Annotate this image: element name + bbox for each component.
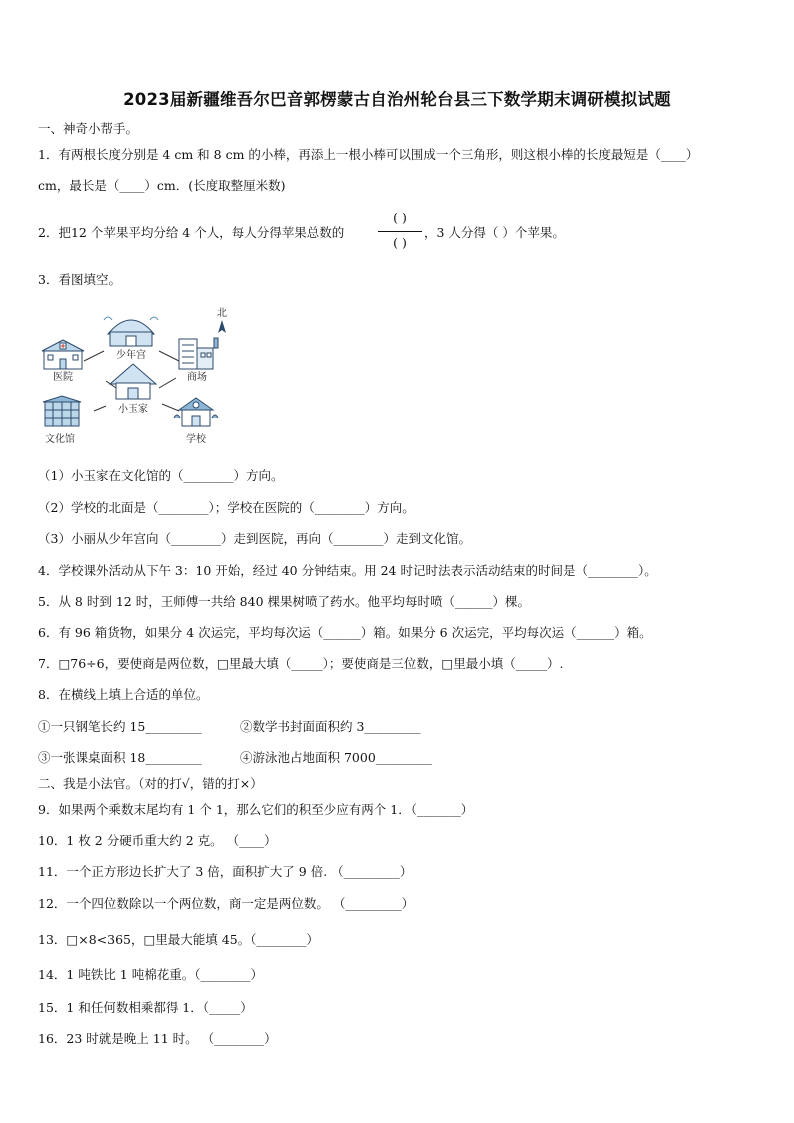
question-2-text-cont: ，3 人分得（ ）个苹果。 [424, 225, 565, 240]
map-label-mall: 商场 [187, 372, 207, 383]
school-icon [174, 398, 218, 426]
question-8-item-4: ④游泳池占地面积 7000_________ [240, 750, 433, 765]
question-2-text: 2．把12 个苹果平均分给 4 个人，每人分得苹果总数的 [38, 225, 345, 240]
fraction-numerator-blank: ( ) [393, 210, 407, 225]
question-2-fraction [376, 210, 424, 254]
question-8: 8．在横线上填上合适的单位。 [38, 687, 209, 702]
question-15: 15．1 和任何数相乘都得 1．（_____） [38, 1000, 253, 1015]
section-heading-1: 一、神奇小帮手。 [38, 121, 139, 136]
question-11: 11．一个正方形边长扩大了 3 倍，面积扩大了 9 倍. （_________） [38, 864, 413, 879]
fraction-denominator-blank: ( ) [393, 235, 407, 250]
home-icon [110, 364, 156, 399]
map-label-school: 学校 [186, 434, 206, 445]
question-12: 12．一个四位数除以一个两位数，商一定是两位数。 （_________） [38, 896, 415, 911]
question-13: 13．□×8<365，□里最大能填 45。（________） [38, 932, 319, 947]
question-3-1: （1）小玉家在文化馆的（________）方向。 [38, 468, 284, 483]
question-10: 10．1 枚 2 分硬币重大约 2 克。 （____） [38, 833, 277, 848]
mall-icon [179, 338, 218, 369]
map-label-north: 北 [217, 308, 227, 319]
map-label-hospital: 医院 [53, 372, 73, 383]
question-5: 5．从 8 时到 12 时，王师傅一共给 840 棵果树喷了药水。他平均每时喷（______）棵。 [38, 594, 531, 609]
question-3-text: 3．看图填空。 [38, 272, 121, 287]
location-map-illustration [36, 306, 246, 456]
question-3-3: （3）小丽从少年宫向（________）走到医院，再向（________）走到文化馆。 [38, 531, 471, 546]
culture-hall-icon [43, 396, 81, 426]
section-heading-2: 二、我是小法官。（对的打√，错的打×） [38, 776, 263, 791]
question-8-item-2: ②数学书封面面积约 3_________ [240, 719, 421, 734]
question-1-line-1: 1．有两根长度分别是 4 cm 和 8 cm 的小棒，再添上一根小棒可以围成一个三角形，则这根小棒的长度最短是（____） [38, 147, 699, 162]
question-1-line-2: cm，最长是（____）cm．(长度取整厘米数) [38, 178, 286, 193]
north-arrow-icon [217, 307, 227, 333]
question-8-item-1: ①一只钢笔长约 15_________ [38, 719, 202, 734]
map-label-home: 小玉家 [118, 404, 148, 415]
question-4: 4．学校课外活动从下午 3：10 开始，经过 40 分钟结束。用 24 时记时法表示活动结束的时间是（________）。 [38, 563, 657, 578]
youth-palace-icon [104, 317, 158, 346]
hospital-icon [42, 340, 84, 369]
question-14: 14．1 吨铁比 1 吨棉花重。（________） [38, 967, 263, 982]
map-label-culture-hall: 文化馆 [45, 434, 75, 445]
question-7: 7．□76÷6，要使商是两位数，□里最大填（_____）；要使商是三位数，□里最小填（_____）. [38, 656, 564, 671]
question-8-item-3: ③一张课桌面积 18_________ [38, 750, 202, 765]
question-16: 16．23 时就是晚上 11 时。 （________） [38, 1031, 277, 1046]
question-9: 9．如果两个乘数末尾均有 1 个 1，那么它们的积至少应有两个 1．（_______） [38, 802, 474, 817]
question-6: 6．有 96 箱货物，如果分 4 次运完，平均每次运（______）箱。如果分 6 次运完，平均每次运（______）箱。 [38, 625, 652, 640]
map-label-youth-palace: 少年宫 [116, 350, 146, 361]
page-title: 2023届新疆维吾尔巴音郭楞蒙古自治州轮台县三下数学期末调研模拟试题 [123, 90, 671, 109]
question-3-2: （2）学校的北面是（________）；学校在医院的（________）方向。 [38, 500, 415, 515]
fraction-bar [378, 231, 422, 232]
